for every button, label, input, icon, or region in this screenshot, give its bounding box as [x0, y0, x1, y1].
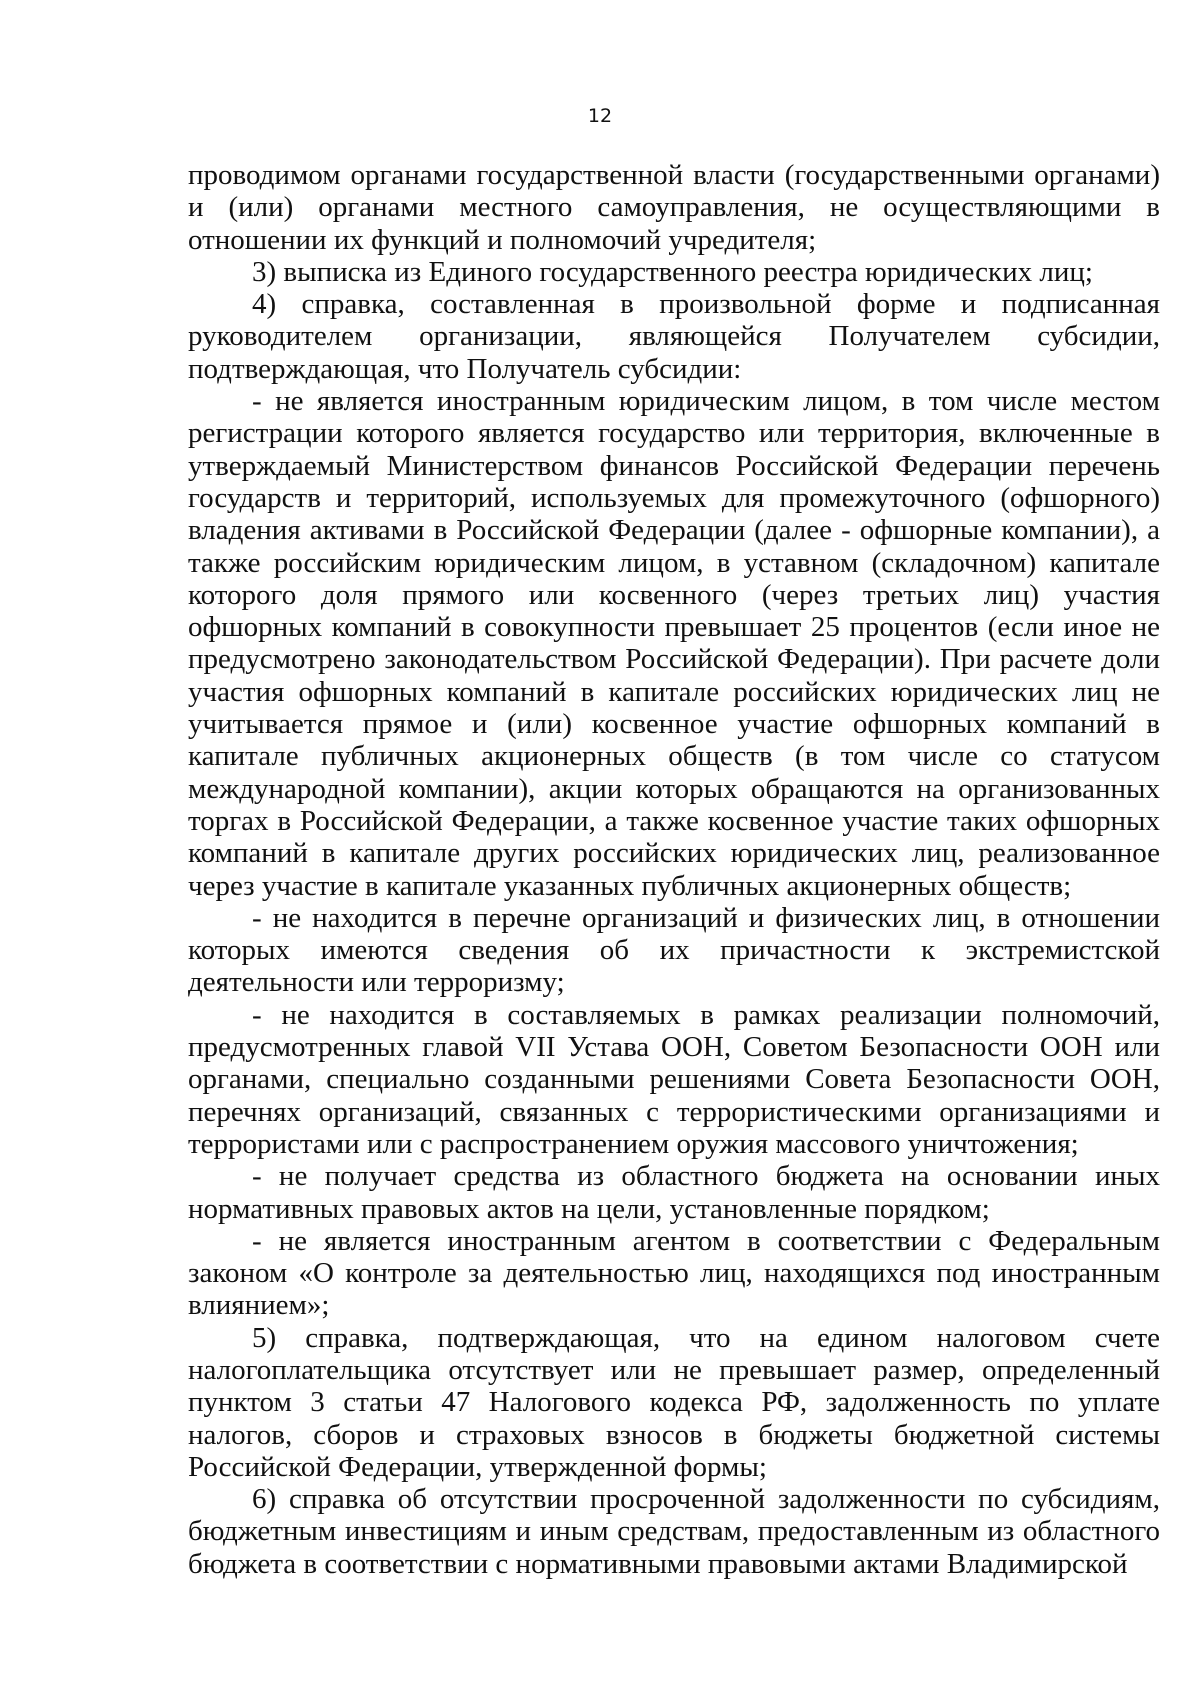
- paragraph-item-5: 5) справка, подтверждающая, что на едином налоговом счете налогоплательщика отсутствует или не превышает размер, определенный пунктом 3 статьи 47 Налогового кодекса РФ, задолженность по уплате налогов, сборов и страховых взносов в бюджеты бюджетной системы Российской Федерации, утвержденной формы;: [188, 1321, 1160, 1483]
- paragraph-item-4: 4) справка, составленная в произвольной форме и подписанная руководителем организации, являющейся Получателем субсидии, подтверждающая, что Получатель субсидии:: [188, 288, 1160, 385]
- paragraph-item-3: 3) выписка из Единого государственного реестра юридических лиц;: [252, 255, 1093, 288]
- document-body: [188, 159, 1160, 1580]
- paragraph-un-condition: - не находится в составляемых в рамках реализации полномочий, предусмотренных главой VII Устава ООН, Советом Безопасности ООН или органами, специально созданными решениями Совета Безопасности ООН, перечнях организаций, связанных с террористическими организациями и террористами или с распространением оружия массового уничтожения;: [188, 998, 1160, 1160]
- paragraph-item-6: 6) справка об отсутствии просроченной задолженности по субсидиям, бюджетным инвестициям и иным средствам, предоставленным из областного бюджета в соответствии с нормативными правовыми актами Владимирской: [188, 1483, 1160, 1580]
- paragraph-foreign-agent-condition: - не является иностранным агентом в соответствии с Федеральным законом «О контроле за деятельностью лиц, находящихся под иностранным влиянием»;: [188, 1224, 1160, 1322]
- paragraph-continuation: проводимом органами государственной власти (государственными органами) и (или) органами местного самоуправления, не осуществляющими в отношении их функций и полномочий учредителя;: [188, 159, 1160, 256]
- paragraph-offshore-condition: - не является иностранным юридическим лицом, в том числе местом регистрации которого является государство или территория, включенные в утверждаемый Министерством финансов Российской Федерации перечень государств и территорий, используемых для промежуточного (офшорного) владения активами в Российской Федерации (далее - офшорные компании), а также российским юридическим лицом, в уставном (складочном) капитале которого доля прямого или косвенного (через третьих лиц) участия офшорных компаний в совокупности превышает 25 процентов (если иное не предусмотрено законодательством Российской Федерации). При расчете доли участия офшорных компаний в капитале российских юридических лиц не учитывается прямое и (или) косвенное участие офшорных компаний в капитале публичных акционерных обществ (в том числе со статусом международной компании), акции которых обращаются на организованных торгах в Российской Федерации, а также косвенное участие таких офшорных компаний в капитале других российских юридических лиц, реализованное через участие в капитале указанных публичных акционерных обществ;: [188, 385, 1160, 902]
- page-number: 12: [587, 105, 613, 127]
- paragraph-budget-condition: - не получает средства из областного бюджета на основании иных нормативных правовых актов на цели, установленные порядком;: [188, 1160, 1160, 1225]
- paragraph-extremism-condition: - не находится в перечне организаций и физических лиц, в отношении которых имеются сведения об их причастности к экстремистской деятельности или терроризму;: [188, 901, 1160, 999]
